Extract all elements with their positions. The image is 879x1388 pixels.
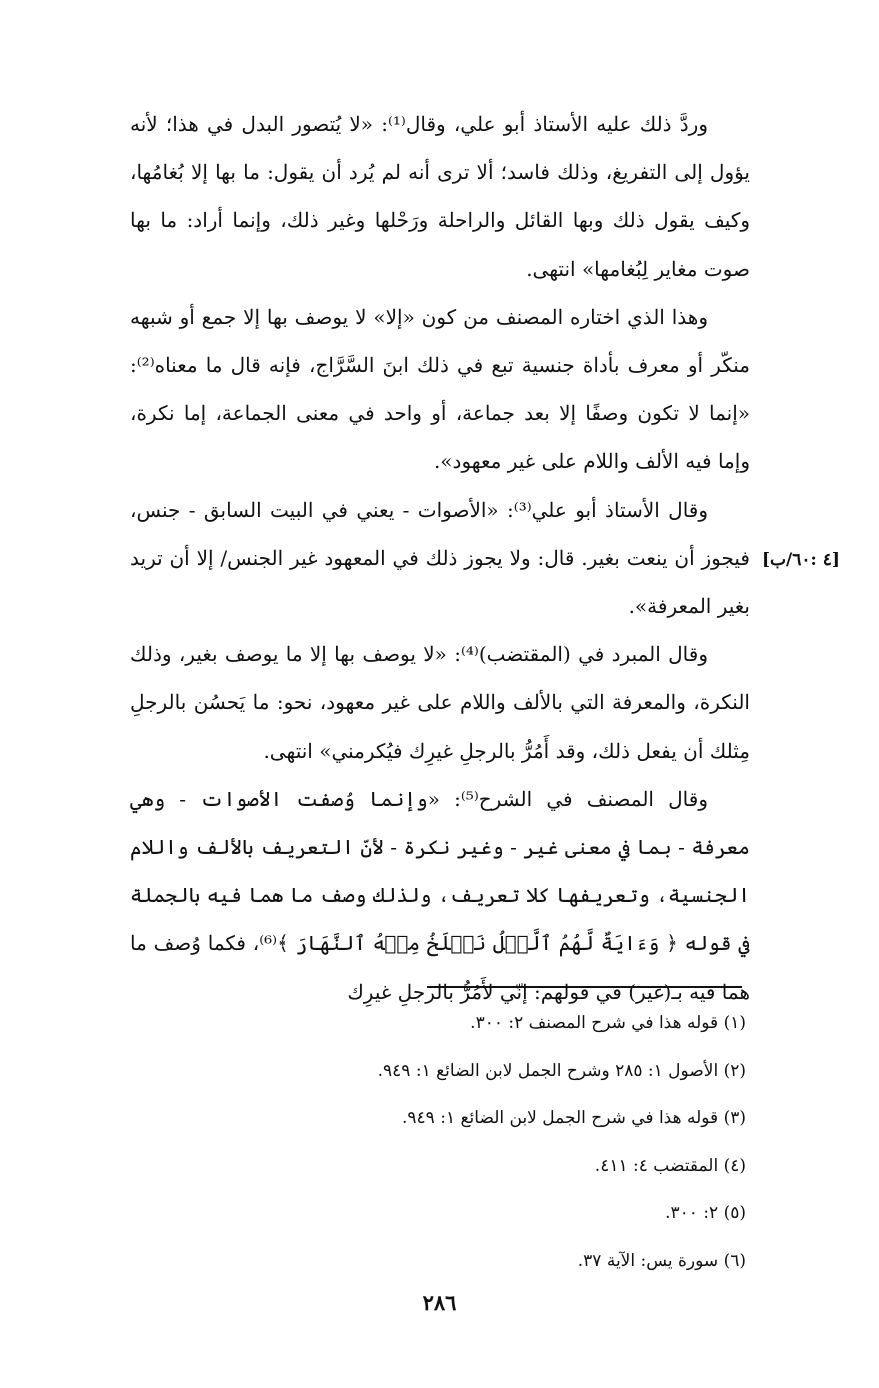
paragraph: وهذا الذي اختاره المصنف من كون «إلا» لا يوصف بها إلا جمع أو شبهه منكّر أو معرف بأداة جنسية تبع في ذلك ابنَ السَّرَّاج، فإنه قال ما معناه⁽²⁾: «إنما لا تكون وصفًا إلا بعد جماعة، أو واحد في معنى الجماعة، إما نكرة، وإما فيه الألف واللام على غير معهود». <box>130 304 750 474</box>
footnotes-list <box>150 1000 746 1285</box>
footnote: (٢) الأصول ١: ٢٨٥ وشرح الجمل لابن الضائع ١: ٩٤٩. <box>377 1060 746 1081</box>
paragraph: وقال الأستاذ أبو علي⁽³⁾: «الأصوات - يعني في البيت السابق - جنس، فيجوز أن ينعت بغير. قال: ولا يجوز ذلك في المعهود غير الجنس/ إلا أن تريد بغير المعرفة». <box>130 497 750 619</box>
manuscript-folio-reference: [٤ :٦٠/ب] <box>762 550 840 570</box>
footnote: (٦) سورة يس: الآية ٣٧. <box>577 1250 746 1271</box>
footnote: (٣) قوله هذا في شرح الجمل لابن الضائع ١: ٩٤٩. <box>402 1108 746 1128</box>
main-text <box>130 100 750 1016</box>
footnote-separator <box>427 986 742 988</box>
footnote: (٤) المقتضب ٤: ٤١١. <box>594 1155 746 1176</box>
paragraph: وقال المبرد في (المقتضب)⁽⁴⁾: «لا يوصف بها إلا ما يوصف بغير، وذلك النكرة، والمعرفة التي بالألف واللام على غير معهود، نحو: ما يَحسُن بالرجلِ مِثلك أن يفعل ذلك، وقد أَمُرُّ بالرجلِ غيرِك فيُكرمني» انتهى. <box>130 642 750 763</box>
footnote: (١) قوله هذا في شرح المصنف ٢: ٣٠٠. <box>470 1013 746 1033</box>
footnote: (٥) ٢: ٣٠٠. <box>665 1203 746 1223</box>
paragraph: وقال المصنف في الشرح⁽⁵⁾: «وإنما وُصفت الأصوات - وهي معرفة - بما في معنى غير - وغير نكرة - لأنّ التعريف بالألف واللام الجنسية، وتعريفها كلا تعريف، ولذلك وصف ما هما فيه بالجملة في قوله ﴿ وَءَايَةٌ لَّهُمُ ٱلَّيۡلُ نَسۡلَخُ مِنۡهُ ٱلنَّهَارَ ﴾⁽⁶⁾، فكما وُصف ما هما فيه بـ(غير) في قولهم: إنّي لأَمُرُّ بالرجلِ غيرِك <box>130 786 750 1004</box>
page-number: ٢٨٦ <box>422 1290 457 1315</box>
paragraph: وردَّ ذلك عليه الأستاذ أبو علي، وقال⁽¹⁾: «لا يُتصور البدل في هذا؛ لأنه يؤول إلى التفريغ، وذلك فاسد؛ ألا ترى أنه لم يُرد أن يقول: ما بها إلا بُغامُها، وكيف يقول ذلك وبها القائل والراحلة ورَحْلها وغير ذلك، وإنما أراد: ما بها صوت مغاير لِبُغامها» انتهى. <box>130 112 750 281</box>
